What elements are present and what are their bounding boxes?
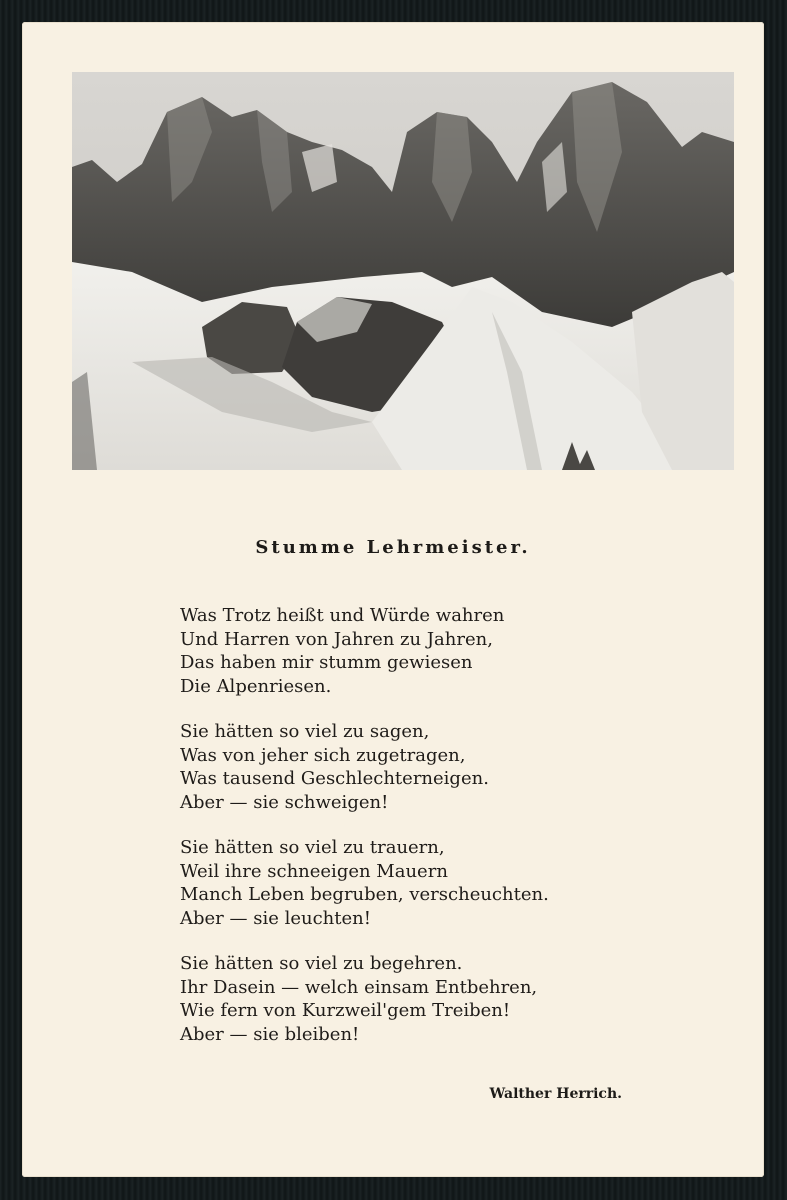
stanza [180,720,700,814]
poem-line: Was von jeher sich zugetragen, [180,744,466,766]
poem-line: Aber — sie bleiben! [180,1023,360,1045]
mountain-photo [72,72,734,470]
stanza [180,952,700,1046]
poem-line: Aber — sie schweigen! [180,791,389,813]
poem-title: Stumme Lehrmeister. [255,537,531,558]
poem-body [180,604,700,1068]
postcard [22,22,764,1177]
mountain-illustration [72,72,734,470]
poem-line: Und Harren von Jahren zu Jahren, [180,628,493,650]
poem-line: Das haben mir stumm gewiesen [180,652,473,673]
poem-line: Sie hätten so viel zu trauern, [180,837,445,858]
poem-line: Die Alpenriesen. [180,675,332,697]
poem-line: Was tausend Geschlechterneigen. [180,768,489,789]
poem-line: Weil ihre schneeigen Mauern [180,860,448,882]
poem-line: Was Trotz heißt und Würde wahren [180,605,505,626]
poem-line: Sie hätten so viel zu begehren. [180,953,463,974]
poem-line: Sie hätten so viel zu sagen, [180,721,430,742]
poem-line: Ihr Dasein — welch einsam Entbehren, [180,976,538,998]
poem-line: Wie fern von Kurzweil'gem Treiben! [180,1000,511,1021]
poem-line: Manch Leben begruben, verscheuchten. [180,884,549,905]
stanza [180,604,700,698]
poem-line: Aber — sie leuchten! [180,907,371,929]
author-signature: Walther Herrich. [489,1086,622,1102]
stanza [180,836,700,930]
